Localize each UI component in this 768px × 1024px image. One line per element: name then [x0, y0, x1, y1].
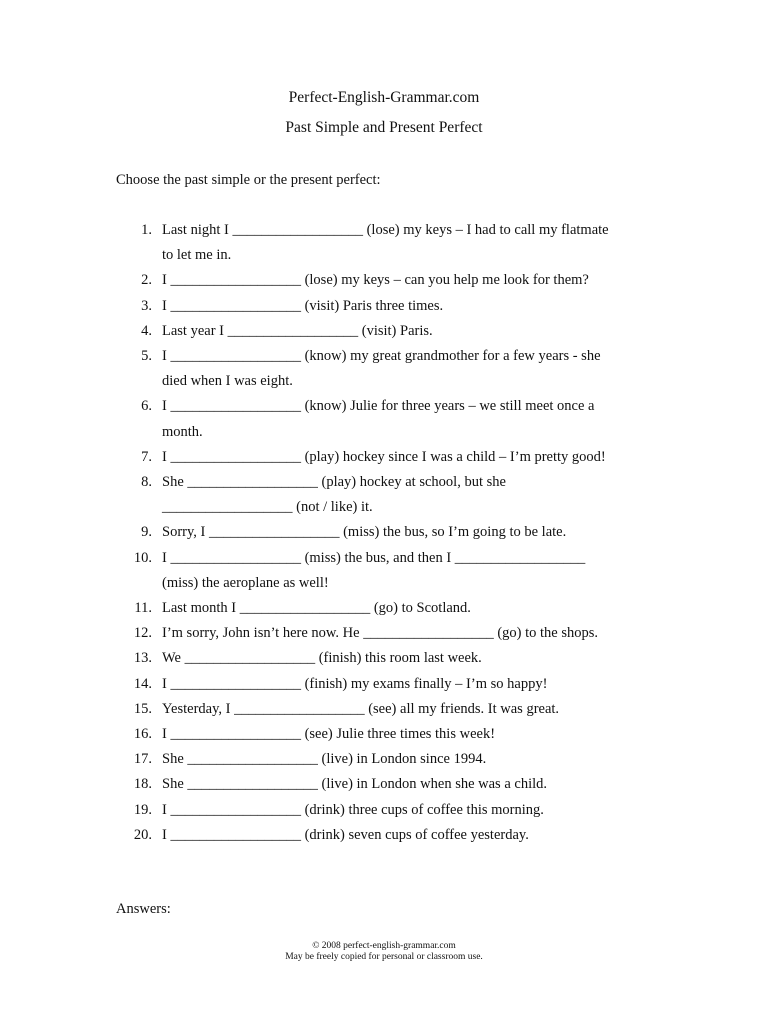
question-text-line: I __________________ (visit) Paris three times. — [162, 297, 444, 314]
question-number: 1. — [141, 222, 152, 238]
question-number: 6. — [141, 398, 152, 415]
question-text-line: She __________________ (live) in London since 1994. — [162, 751, 487, 768]
question-text-line: Last night I __________________ (lose) my keys – I had to call my flatmate — [162, 222, 609, 238]
question-item — [0, 697, 768, 722]
page-title: Past Simple and Present Perfect — [285, 119, 483, 136]
footer-note: May be freely copied for personal or classroom use. — [285, 952, 483, 962]
question-number: 11. — [134, 600, 152, 617]
question-number: 20. — [133, 826, 152, 843]
question-text-line: We __________________ (finish) this room last week. — [162, 650, 482, 667]
question-item — [0, 672, 768, 697]
question-number: 18. — [133, 776, 152, 793]
question-text-line: She __________________ (live) in London when she was a child. — [162, 776, 548, 793]
question-text-line: __________________ (not / like) it. — [162, 499, 373, 516]
question-number: 15. — [133, 700, 152, 717]
question-number: 4. — [141, 322, 152, 339]
question-list — [0, 218, 768, 848]
answers-label: Answers: — [116, 901, 171, 917]
question-text-line: I __________________ (drink) three cups of coffee this morning. — [162, 801, 544, 818]
question-number: 9. — [141, 524, 152, 541]
question-item — [0, 319, 768, 344]
question-text-line: I __________________ (play) hockey since I was a child – I’m pretty good! — [162, 448, 606, 465]
question-item — [0, 470, 768, 520]
question-number: 14. — [133, 675, 152, 692]
question-text-line: I __________________ (lose) my keys – can you help me look for them? — [162, 272, 589, 289]
site-title: Perfect-English-Grammar.com — [288, 89, 480, 106]
question-item — [0, 218, 768, 268]
question-number: 8. — [141, 474, 152, 491]
question-text-line: to let me in. — [162, 247, 232, 264]
question-number: 17. — [133, 751, 152, 768]
question-text-line: She __________________ (play) hockey at school, but she — [162, 474, 506, 491]
question-text-line: I’m sorry, John isn’t here now. He __________________ (go) to the shops. — [162, 625, 599, 642]
question-item — [0, 722, 768, 747]
question-text-line: I __________________ (miss) the bus, and then I __________________ — [162, 549, 586, 566]
question-item — [0, 646, 768, 671]
instructions: Choose the past simple or the present perfect: — [116, 172, 381, 188]
question-number: 7. — [141, 448, 152, 465]
question-number: 10. — [133, 549, 152, 566]
question-text-line: I __________________ (know) Julie for three years – we still meet once a — [162, 398, 595, 415]
question-item — [0, 294, 768, 319]
question-item — [0, 798, 768, 823]
question-item — [0, 596, 768, 621]
question-item — [0, 445, 768, 470]
question-number: 13. — [133, 650, 152, 667]
question-number: 2. — [141, 272, 152, 289]
question-text-line: I __________________ (drink) seven cups of coffee yesterday. — [162, 826, 529, 843]
question-item — [0, 268, 768, 293]
question-text-line: Last year I __________________ (visit) Paris. — [162, 322, 433, 339]
question-text-line: Last month I __________________ (go) to Scotland. — [162, 600, 471, 617]
question-text-line: month. — [162, 423, 203, 440]
question-number: 19. — [133, 801, 152, 818]
question-text-line: (miss) the aeroplane as well! — [162, 574, 329, 591]
question-text-line: Yesterday, I __________________ (see) all my friends. It was great. — [162, 700, 560, 717]
question-text-line: died when I was eight. — [162, 373, 293, 390]
question-item — [0, 546, 768, 596]
question-number: 3. — [141, 297, 152, 314]
question-text-line: I __________________ (see) Julie three times this week! — [162, 726, 496, 743]
question-item — [0, 520, 768, 545]
question-item — [0, 344, 768, 394]
question-number: 5. — [141, 348, 152, 365]
question-text-line: I __________________ (finish) my exams finally – I’m so happy! — [162, 675, 548, 692]
question-number: 16. — [133, 726, 152, 743]
question-item — [0, 621, 768, 646]
question-item — [0, 747, 768, 772]
footer-copyright: © 2008 perfect-english-grammar.com — [312, 941, 456, 951]
question-item — [0, 772, 768, 797]
question-item — [0, 823, 768, 848]
question-item — [0, 394, 768, 444]
question-text-line: Sorry, I __________________ (miss) the bus, so I’m going to be late. — [162, 524, 567, 541]
question-number: 12. — [133, 625, 152, 642]
question-text-line: I __________________ (know) my great grandmother for a few years - she — [162, 348, 601, 365]
